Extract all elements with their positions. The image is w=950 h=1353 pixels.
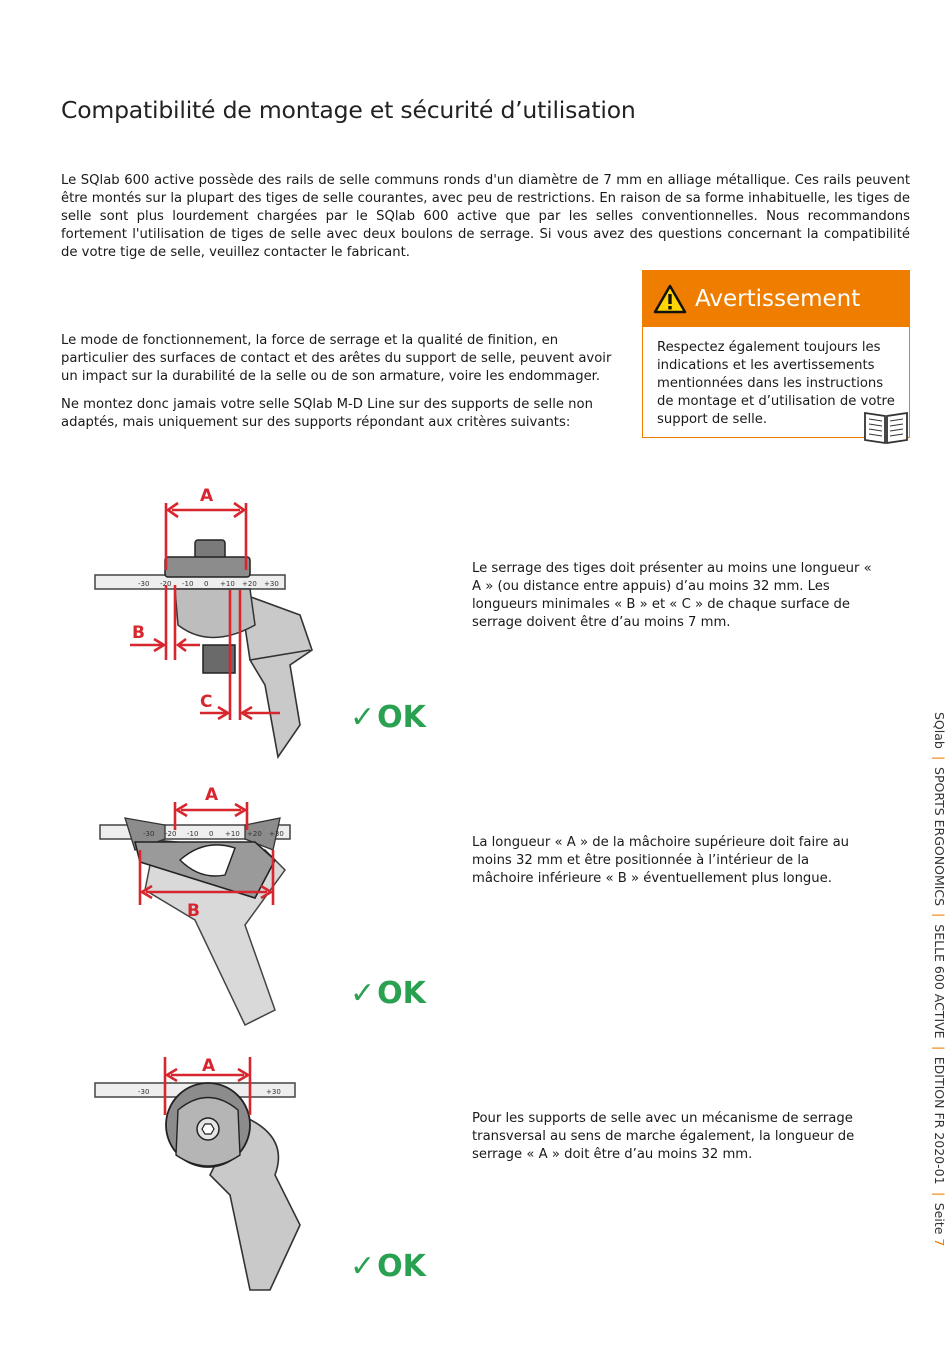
scale-label: +10 [225,830,240,838]
intro-paragraph: Le SQlab 600 active possède des rails de selle communs ronds d'un diamètre de 7 mm en alliage métallique. Ces rails peuvent être montés sur la plupart des tiges de selle courantes, avec peu de restrictions. En raison de sa forme inhabituelle, les tiges de selle sont plus lourdement chargées par le SQlab 600 active que par les selles conventionnelles. Nous recommandons fortement l'utilisation de tiges de selle avec deux boulons de serrage. Si vous avez des questions concernant la compatibilité de votre tige de selle, veuillez contacter le fabricant. [61,173,910,260]
measure-label-a: A [205,785,219,805]
measure-label-a: A [202,1056,216,1076]
figure2-description: La longueur « A » de la mâchoire supérieure doit faire au moins 32 mm et être positionnée à l’intérieur de la mâchoire inférieure « B » éventuellement plus longue. [472,835,850,886]
scale-label: +20 [247,830,262,838]
warning-triangle-icon [653,284,687,314]
warning-text: Respectez également toujours les indications et les avertissements mentionnées dans les instructions de montage et d’utilisation de votre support de selle. [657,340,895,427]
separator: | [932,1191,947,1196]
footer-sports-ergonomics: SPORTS ERGONOMICS [932,767,947,907]
ok-check-2 [350,976,426,1011]
scale-label: +30 [269,830,284,838]
scale-label: +30 [264,580,279,588]
checkmark-icon: ✓ [350,1249,376,1284]
warning-box [642,270,910,438]
scale-label: -20 [160,580,172,588]
scale-label: +20 [242,580,257,588]
footer-edition: EDITION FR 2020-01 [932,1056,947,1185]
scale-label: +10 [220,580,235,588]
footer-product: SELLE 600 ACTIVE [932,924,947,1039]
ok-label: OK [377,700,426,735]
checkmark-icon: ✓ [350,976,376,1011]
separator: | [932,755,947,761]
scale-label: -30 [138,580,150,588]
scale-label: 0 [204,580,209,588]
scale-label: -20 [165,830,177,838]
checkmark-icon: ✓ [350,700,376,735]
figure1-description: Le serrage des tiges doit présenter au moins une longueur « A » (ou distance entre appuis) d’au moins 32 mm. Les longueurs minimales « B » et « C » de chaque surface de serrage doivent être d’au moins 7 mm. [472,561,872,630]
page-title: Compatibilité de montage et sécurité d’utilisation [61,96,636,124]
measure-label-c: C [200,692,213,712]
warning-title: Avertissement [695,286,861,312]
scale-label: -30 [138,1088,150,1096]
scale-label: +30 [266,1088,281,1096]
brand-label: SQlab [932,712,947,749]
figure-clamp-upper-jaw [95,780,325,1030]
scale-label: 0 [209,830,214,838]
figure3-description: Pour les supports de selle avec un mécanisme de serrage transversal au sens de marche également, la longueur de serrage « A » doit être d’au moins 32 mm. [472,1111,855,1162]
scale-label: -10 [187,830,199,838]
figure-clamp-dual-bolt [90,485,320,770]
ok-label: OK [377,1249,426,1284]
page-number: 7 [932,1238,947,1247]
measure-label-a: A [200,486,214,506]
vertical-footer [932,712,947,1246]
ok-check-3 [350,1249,426,1284]
scale-label: -30 [143,830,155,838]
book-icon [861,405,911,445]
figure-clamp-transversal [90,1055,320,1300]
measure-label-b: B [132,623,145,643]
paragraph-criteria: Ne montez donc jamais votre selle SQlab M-D Line sur des supports de selle non adaptés, mais uniquement sur des supports répondant aux critères suivants: [61,397,593,430]
separator: | [932,1045,947,1050]
warning-header [643,271,909,327]
scale-label: -10 [182,580,194,588]
paragraph-mounting-impact: Le mode de fonctionnement, la force de serrage et la qualité de finition, en particulier des surfaces de contact et des arêtes du support de selle, peuvent avoir un impact sur la durabilité de la selle ou de son armature, voire les endommager. [61,333,612,384]
ok-check-1 [350,700,426,735]
separator: | [932,913,947,918]
measure-label-b: B [187,901,200,921]
ok-label: OK [377,976,426,1011]
footer-page-label: Seite [932,1202,947,1235]
